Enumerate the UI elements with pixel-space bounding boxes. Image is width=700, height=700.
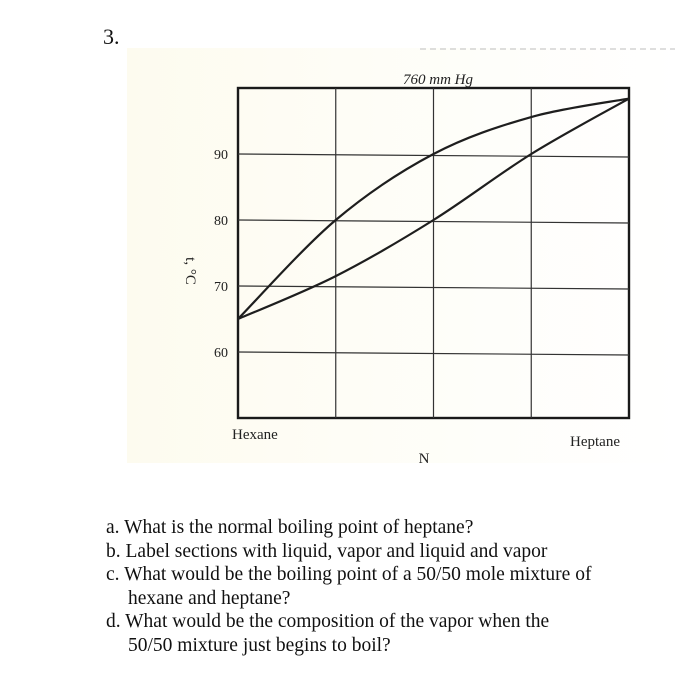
y-tick-label: 90	[214, 148, 228, 163]
question-c: c. What would be the boiling point of a 50/50 mole mixture of hexane and heptane?	[106, 564, 592, 609]
question-a: a. What is the normal boiling point of heptane?	[106, 517, 474, 538]
question-list	[106, 516, 591, 657]
chart-grid	[238, 88, 629, 418]
x-axis-label: N	[418, 451, 430, 467]
x-right-label: Heptane	[570, 434, 620, 450]
y-tick-labels	[214, 148, 228, 361]
chart-title: 760 mm Hg	[403, 72, 473, 88]
y-tick-label: 60	[214, 346, 228, 361]
y-axis-label: t, °C	[182, 257, 198, 285]
y-tick-label: 70	[214, 280, 228, 295]
y-tick-label: 80	[214, 214, 228, 229]
question-number: 3.	[103, 24, 120, 49]
question-b: b. Label sections with liquid, vapor and liquid and vapor	[106, 540, 548, 562]
x-left-label: Hexane	[232, 427, 278, 443]
question-d: d. What would be the composition of the vapor when the 50/50 mixture just begins to boil?	[106, 611, 550, 656]
